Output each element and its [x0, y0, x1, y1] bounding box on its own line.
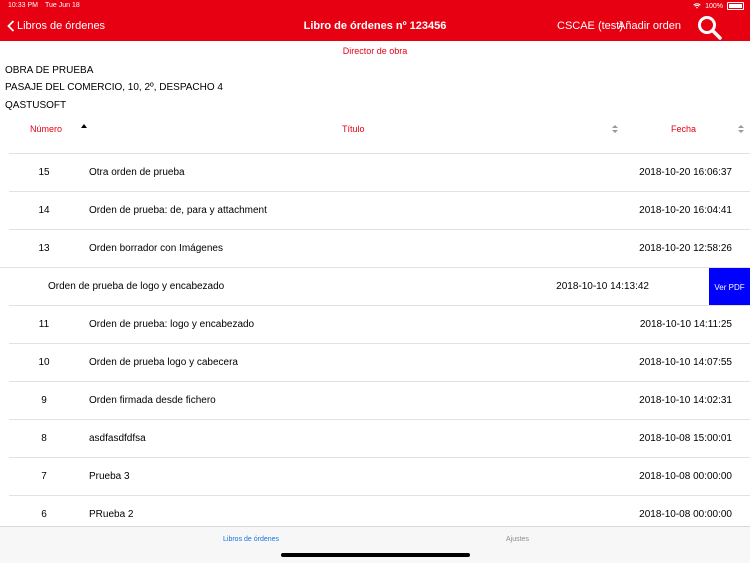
tab-books[interactable]: Libros de órdenes: [223, 536, 280, 543]
table-row[interactable]: [9, 381, 750, 419]
row-title: Prueba 3: [89, 471, 130, 482]
wifi-icon: [693, 3, 701, 9]
back-button[interactable]: [7, 20, 105, 32]
status-right: [693, 2, 744, 10]
tab-bar: [0, 526, 750, 563]
table-row[interactable]: [9, 153, 750, 191]
back-label: Libros de órdenes: [17, 20, 106, 32]
row-date: 2018-10-20 12:58:26: [639, 243, 732, 254]
column-number[interactable]: Número: [30, 124, 63, 134]
row-content: [0, 268, 710, 306]
table-row[interactable]: [9, 457, 750, 495]
row-date: 2018-10-20 16:06:37: [639, 167, 732, 178]
column-date[interactable]: Fecha: [671, 124, 697, 134]
chevron-left-icon: [7, 20, 15, 32]
row-number: 8: [41, 433, 47, 444]
tab-settings[interactable]: Ajustes: [506, 536, 529, 543]
view-pdf-button[interactable]: Ver PDF: [709, 268, 750, 306]
status-time: 10:33 PM: [8, 2, 38, 9]
orders-list: [0, 153, 750, 526]
column-title[interactable]: Título: [342, 124, 365, 134]
row-title: Orden de prueba logo y cabecera: [89, 357, 238, 368]
table-row[interactable]: [9, 343, 750, 381]
page-title: Libro de órdenes nº 123456: [303, 20, 447, 32]
table-row[interactable]: [9, 305, 750, 343]
row-date: 2018-10-10 14:07:55: [639, 357, 732, 368]
project-address: PASAJE DEL COMERCIO, 10, 2º, DESPACHO 4: [5, 82, 223, 93]
table-row[interactable]: [9, 191, 750, 229]
status-bar: [0, 0, 750, 13]
row-date: 2018-10-10 14:13:42: [556, 281, 649, 292]
row-number: 7: [41, 471, 47, 482]
row-title: Otra orden de prueba: [89, 167, 185, 178]
row-title: Orden borrador con Imágenes: [89, 243, 223, 254]
row-title: Orden de prueba de logo y encabezado: [48, 281, 225, 292]
row-date: 2018-10-20 16:04:41: [639, 205, 732, 216]
row-date: 2018-10-08 00:00:00: [639, 471, 732, 482]
sort-both-icon[interactable]: [612, 124, 618, 134]
project-company: QASTUSOFT: [5, 100, 67, 111]
home-indicator: [281, 553, 470, 557]
table-row-swiped[interactable]: [0, 267, 750, 305]
status-date: Tue Jun 18: [45, 2, 80, 9]
sort-both-icon[interactable]: [738, 124, 744, 134]
row-number: 9: [41, 395, 47, 406]
nav-bar: [0, 13, 750, 41]
role-subtitle: Director de obra: [342, 46, 408, 56]
row-number: 10: [38, 357, 50, 368]
row-title: Orden de prueba: de, para y attachment: [89, 205, 267, 216]
row-title: Orden firmada desde fichero: [89, 395, 216, 406]
row-date: 2018-10-08 00:00:00: [639, 509, 732, 520]
row-number: 11: [38, 319, 50, 330]
row-date: 2018-10-08 15:00:01: [639, 433, 732, 444]
table-row[interactable]: [9, 419, 750, 457]
row-number: 6: [41, 509, 47, 520]
row-number: [0, 281, 9, 292]
project-name: OBRA DE PRUEBA: [5, 65, 94, 76]
account-button[interactable]: CSCAE (test): [557, 20, 624, 32]
row-number: 14: [38, 205, 50, 216]
row-date: 2018-10-10 14:11:25: [639, 319, 732, 330]
sort-ascending-icon[interactable]: [81, 123, 87, 133]
row-date: 2018-10-10 14:02:31: [639, 395, 732, 406]
battery-percent: 100%: [705, 2, 723, 10]
add-order-button[interactable]: Añadir orden: [618, 20, 681, 32]
battery-icon: [727, 2, 744, 10]
row-number: 13: [38, 243, 50, 254]
row-number: 15: [38, 167, 50, 178]
search-icon[interactable]: [696, 14, 724, 40]
row-title: asdfasdfdfsa: [89, 433, 146, 444]
table-row[interactable]: [9, 495, 750, 526]
table-row[interactable]: [9, 229, 750, 267]
row-title: Orden de prueba: logo y encabezado: [89, 319, 255, 330]
row-title: PRueba 2: [89, 509, 134, 520]
